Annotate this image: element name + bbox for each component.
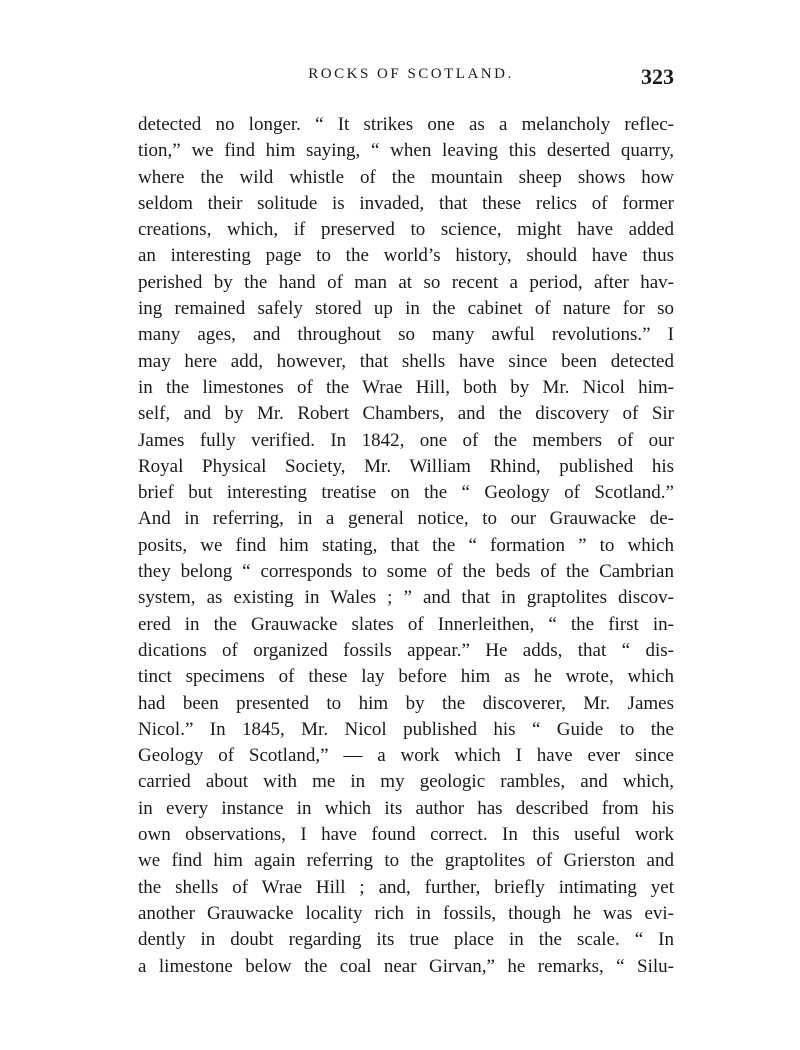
text-line: had been presented to him by the discoverer, Mr. James [138,692,674,714]
text-line: the shells of Wrae Hill ; and, further, briefly intimating yet [138,876,674,898]
text-line: detected no longer. “ It strikes one as a melancholy reflec- [138,114,674,135]
text-line: Geology of Scotland,” — a work which I have ever since [138,745,674,767]
text-line: Nicol.” In 1845, Mr. Nicol published his “ Guide to the [138,718,674,740]
text-line: another Grauwacke locality rich in fossils, though he was evi- [138,902,674,924]
text-line: may here add, however, that shells have since been detected [138,350,674,372]
text-line: James fully verified. In 1842, one of the members of our [138,429,674,451]
text-line: tinct specimens of these lay before him as he wrote, which [138,666,674,688]
text-line: creations, which, if preserved to science, might have added [138,219,674,241]
text-line: self, and by Mr. Robert Chambers, and the discovery of Sir [138,403,674,425]
running-head [0,64,800,94]
text-line: in the limestones of the Wrae Hill, both by Mr. Nicol him- [138,376,674,398]
text-line: tion,” we find him saying, “ when leaving this deserted quarry, [138,140,674,162]
text-line: we find him again referring to the graptolites of Grierston and [138,850,674,872]
text-line: where the wild whistle of the mountain sheep shows how [138,166,674,188]
text-line: in every instance in which its author has described from his [138,797,674,819]
text-line: Royal Physical Society, Mr. William Rhind, published his [138,455,674,477]
text-line: perished by the hand of man at so recent a period, after hav- [138,271,674,293]
text-line: a limestone below the coal near Girvan,” he remarks, “ Silu- [138,955,674,977]
page-number: 323 [641,64,674,89]
text-line: system, as existing in Wales ; ” and that in graptolites discov- [138,587,674,609]
body-text [138,112,674,980]
text-line: brief but interesting treatise on the “ Geology of Scotland.” [138,482,674,504]
text-line: an interesting page to the world’s history, should have thus [138,245,674,267]
text-line: seldom their solitude is invaded, that these relics of former [138,192,674,214]
text-line: ing remained safely stored up in the cabinet of nature for so [138,298,674,320]
text-line: carried about with me in my geologic rambles, and which, [138,771,674,793]
text-line: many ages, and throughout so many awful revolutions.” I [138,324,674,346]
text-line: dently in doubt regarding its true place in the scale. “ In [138,929,674,951]
text-line: dications of organized fossils appear.” He adds, that “ dis- [138,639,674,661]
text-line: ered in the Grauwacke slates of Innerleithen, “ the first in- [138,613,674,635]
running-title: ROCKS OF SCOTLAND. [308,66,514,82]
text-line: they belong “ corresponds to some of the beds of the Cambrian [138,561,674,583]
text-line: posits, we find him stating, that the “ formation ” to which [138,534,674,556]
text-line: And in referring, in a general notice, to our Grauwacke de- [138,508,674,530]
text-line: own observations, I have found correct. In this useful work [138,824,674,846]
